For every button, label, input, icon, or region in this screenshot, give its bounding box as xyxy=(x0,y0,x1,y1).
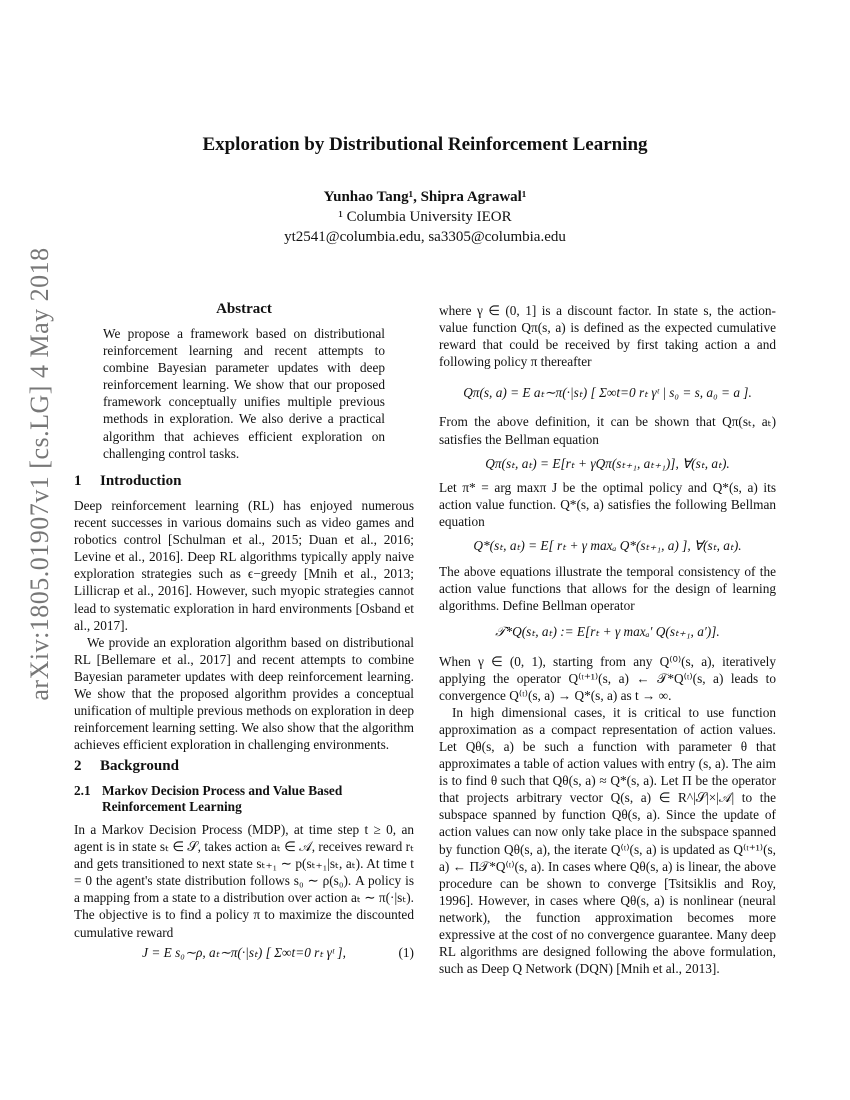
author-block xyxy=(0,187,850,247)
arxiv-sidebar xyxy=(18,247,62,701)
section-number: 2 xyxy=(74,758,82,774)
background-paragraph-1: In a Markov Decision Process (MDP), at time step t ≥ 0, an agent is in state sₜ ∈ 𝒮, takes action aₜ ∈ 𝒜, receives reward rₜ and gets transitioned to next state sₜ₊₁ ∼ p(sₜ₊₁|sₜ, aₜ). At time t = 0 the agent's state distribution follows s₀ ∼ ρ(s₀). A policy is a mapping from a state to a distribution over action aₜ ∼ π(·|sₜ). The objective is to find a policy π to maximize the discounted cumulative reward xyxy=(74,822,414,940)
equation-1 xyxy=(74,945,414,961)
affiliation: ¹ Columbia University IEOR xyxy=(338,209,512,225)
section-title: Background xyxy=(100,758,179,774)
section-number: 1 xyxy=(74,473,82,489)
right-paragraph-2: From the above definition, it can be shown that Qπ(sₜ, aₜ) satisfies the Bellman equation xyxy=(439,414,776,447)
right-paragraph-6: In high dimensional cases, it is critical to use function approximation as a compact representation of action values. Let Qθ(s, a) be such a function with parameter θ that approximates a table of action values with entry (s, a). The aim is to find θ such that Qθ(s, a) ≈ Q*(s, a). Let Π be the operator that projects arbitrary vector Q(s, a) ∈ R^|𝒮|×|𝒜| to the subspace spanned by function Qθ(s, a). Since the update of action values can now only take place in the subspace spanned by function Qθ(s, a), the iterate Q⁽ᵗ⁾(s, a) is updated as Q⁽ᵗ⁺¹⁾(s, a) ← Π𝒯*Q⁽ᵗ⁾(s, a). In cases where Qθ(s, a) is linear, the above procedure can be shown to converge [Tsitsiklis and Roy, 1996]. However, in cases where Qθ(s, a) is nonlinear (neural network), the function approximation becomes more expressive at the cost of no convergence guarantee. Many deep RL algorithms are designed following the above formulation, such as Deep Q Network (DQN) [Mnih et al., 2013]. xyxy=(439,704,776,977)
author-names: Yunhao Tang¹, Shipra Agrawal¹ xyxy=(323,189,527,205)
author-emails: yt2541@columbia.edu, sa3305@columbia.edu xyxy=(284,229,566,245)
equation-q-pi: Qπ(s, a) = E aₜ∼π(·|sₜ) [ Σ∞t=0 rₜ γᵗ | s₀ = s, a₀ = a ]. xyxy=(463,385,752,401)
subsection-title: Markov Decision Process and Value Based Reinforcement Learning xyxy=(102,783,343,814)
right-paragraph-3: Let π* = arg maxπ J be the optimal policy and Q*(s, a) its action value function. Q*(s, a) satisfies the following Bellman equation xyxy=(439,479,776,529)
right-paragraph-5: When γ ∈ (0, 1), starting from any Q⁽⁰⁾(s, a), iteratively applying the operator Q⁽ᵗ⁺¹⁾(s, a) ← 𝒯*Q⁽ᵗ⁾(s, a) leads to convergence Q⁽ᵗ⁾(s, a) → Q*(s, a) as t → ∞. xyxy=(439,653,776,703)
subsection-number: 2.1 xyxy=(74,783,91,798)
intro-paragraph-2: We provide an exploration algorithm based on distributional RL [Bellemare et al., 2017] and recent attempts to combine Bayesian parameter updates with deep reinforcement learning. We show that the proposed algorithm provides a conceptual unification of multiple previous methods on exploration in deep reinforcement learning setting. We also show that the algorithm achieves efficient exploration in challenging environments. xyxy=(74,634,414,753)
introduction-body xyxy=(74,497,414,753)
equation-1-text: J = E s₀∼ρ, aₜ∼π(·|sₜ) [ Σ∞t=0 rₜ γᵗ ], xyxy=(142,945,346,960)
abstract-text: We propose a framework based on distributional reinforcement learning and recent attempts to combine Bayesian parameter updates with deep reinforcement learning. We show that our proposed framework conceptually unifies multiple previous methods in exploration. We also derive a practical algorithm that achieves efficient exploration on challenging control tasks. xyxy=(103,326,385,461)
equation-bellman: Qπ(sₜ, aₜ) = E[rₜ + γQπ(sₜ₊₁, aₜ₊₁)], ∀(sₜ, aₜ). xyxy=(485,455,730,471)
subsection-mdp-heading xyxy=(74,783,402,815)
paper-title: Exploration by Distributional Reinforcement Learning xyxy=(202,134,648,155)
intro-paragraph-1: Deep reinforcement learning (RL) has enjoyed numerous recent successes in various domains such as video games and robotics control [Schulman et al., 2015; Duan et al., 2016; Levine et al., 2016]. Deep RL algorithms typically apply naive exploration strategies such as ϵ−greedy [Mnih et al., 2013; Lillicrap et al., 2016]. However, such myopic strategies cannot lead to systematic exploration in hard environments [Osband et al., 2017]. xyxy=(74,498,414,633)
equation-bellman-operator: 𝒯*Q(sₜ, aₜ) := E[rₜ + γ maxₐ′ Q(sₜ₊₁, a′)]. xyxy=(495,624,720,640)
section-introduction-heading xyxy=(74,473,181,490)
right-column-body xyxy=(439,302,776,977)
background-body xyxy=(74,821,414,941)
section-title: Introduction xyxy=(100,473,182,489)
right-paragraph-1: where γ ∈ (0, 1] is a discount factor. In state s, the action-value function Qπ(s, a) is defined as the expected cumulative reward that could be received by first taking action a and following policy π thereafter xyxy=(439,303,776,370)
section-background-heading xyxy=(74,758,179,775)
abstract-body xyxy=(103,325,385,462)
equation-1-number: (1) xyxy=(398,945,414,960)
right-paragraph-4: The above equations illustrate the temporal consistency of the action value functions that allows for the design of learning algorithms. Define Bellman operator xyxy=(439,564,776,614)
abstract-heading: Abstract xyxy=(216,301,272,317)
equation-bellman-optimal: Q*(sₜ, aₜ) = E[ rₜ + γ maxₐ Q*(sₜ₊₁, a) ], ∀(sₜ, aₜ). xyxy=(473,538,742,554)
arxiv-id: arXiv:1805.01907v1 [cs.LG] 4 May 2018 xyxy=(25,247,54,701)
